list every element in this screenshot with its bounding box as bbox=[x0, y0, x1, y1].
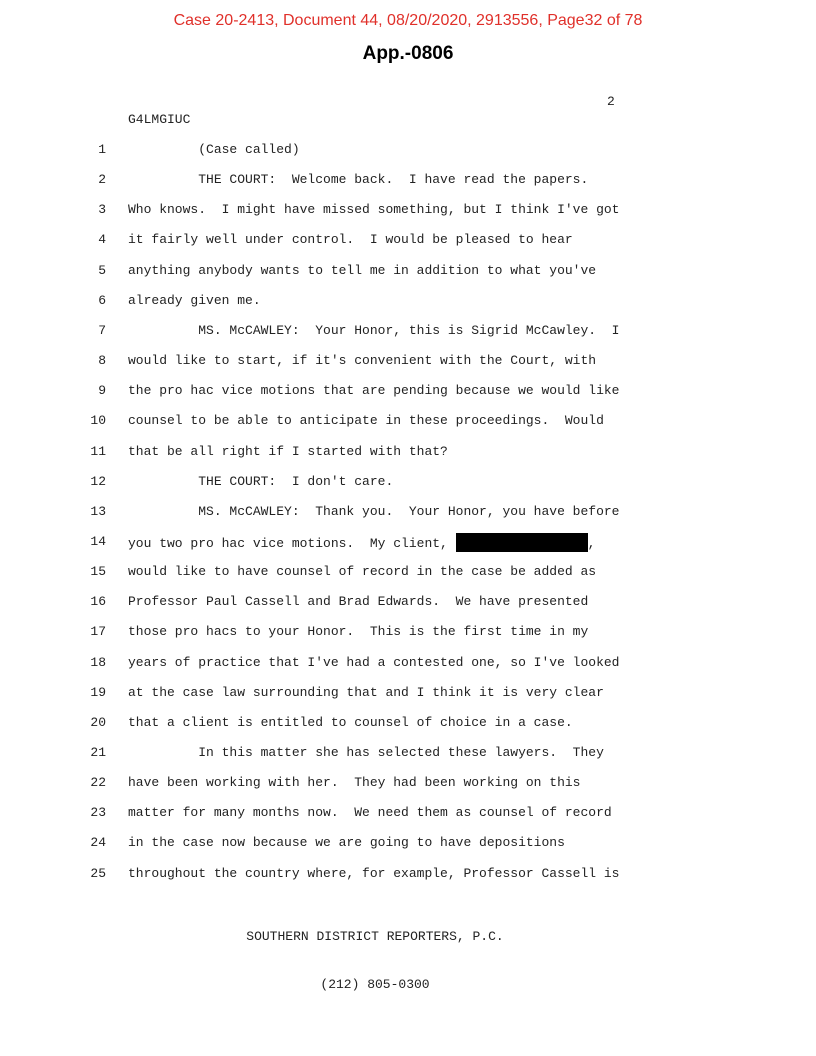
line-text bbox=[128, 563, 596, 581]
line-number: 16 bbox=[90, 594, 106, 610]
reporter-name: SOUTHERN DISTRICT REPORTERS, P.C. bbox=[246, 929, 504, 944]
line-text-after-redaction: , bbox=[587, 535, 596, 551]
line-number: 24 bbox=[90, 835, 106, 851]
line-number: 5 bbox=[98, 262, 106, 278]
line-number: 4 bbox=[98, 232, 106, 248]
line-number: 6 bbox=[98, 292, 106, 308]
line-text-content: In this matter she has selected these lawyers. They bbox=[128, 745, 604, 760]
line-text-content: it fairly well under control. I would be pleased to hear bbox=[128, 232, 573, 248]
line-number: 1 bbox=[98, 142, 106, 157]
line-text-content: that a client is entitled to counsel of choice in a case. bbox=[128, 714, 573, 730]
line-text bbox=[128, 593, 588, 611]
line-text-content: already given me. bbox=[128, 292, 261, 308]
line-number: 7 bbox=[98, 322, 106, 338]
line-text-content: counsel to be able to anticipate in these proceedings. Would bbox=[128, 413, 604, 429]
page-number: 2 bbox=[607, 94, 615, 109]
line-text bbox=[128, 412, 604, 430]
line-number: 8 bbox=[98, 353, 106, 369]
line-text bbox=[128, 834, 565, 852]
line-text-content: Professor Paul Cassell and Brad Edwards. We have presented bbox=[128, 594, 589, 610]
line-number: 20 bbox=[90, 714, 106, 730]
appendix-number: App.-0806 bbox=[362, 43, 454, 64]
line-number: 22 bbox=[90, 775, 106, 791]
line-text-content: in the case now because we are going to have depositions bbox=[128, 835, 565, 851]
line-number: 13 bbox=[90, 503, 106, 519]
line-text bbox=[128, 171, 588, 189]
line-text bbox=[128, 654, 619, 672]
line-text bbox=[128, 684, 604, 702]
line-text bbox=[128, 141, 300, 159]
line-text bbox=[128, 804, 612, 822]
line-text bbox=[128, 443, 448, 461]
line-text bbox=[128, 322, 619, 340]
line-text bbox=[128, 382, 619, 400]
line-text-content: Who knows. I might have missed something, but I think I've got bbox=[128, 202, 620, 218]
line-number: 3 bbox=[98, 202, 106, 218]
line-text bbox=[128, 352, 596, 370]
line-number: 17 bbox=[90, 624, 106, 640]
line-text-content: (Case called) bbox=[128, 142, 300, 157]
redaction-box bbox=[456, 533, 588, 552]
line-number: 19 bbox=[90, 684, 106, 700]
line-number: 25 bbox=[90, 865, 106, 881]
line-text bbox=[128, 503, 619, 521]
line-text-content: throughout the country where, for example, Professor Cassell is bbox=[128, 865, 620, 881]
line-text bbox=[128, 231, 573, 249]
document-id: G4LMGIUC bbox=[128, 112, 191, 127]
line-number: 23 bbox=[90, 805, 106, 821]
line-number: 21 bbox=[90, 745, 106, 760]
line-text-content: THE COURT: I don't care. bbox=[128, 473, 394, 489]
line-text bbox=[128, 533, 595, 553]
line-text bbox=[128, 201, 619, 219]
line-text bbox=[128, 292, 261, 310]
line-text-content: the pro hac vice motions that are pending because we would like bbox=[128, 383, 620, 399]
case-header: Case 20-2413, Document 44, 08/20/2020, 2913556, Page32 of 78 bbox=[173, 12, 643, 29]
line-text-content: you two pro hac vice motions. My client, bbox=[128, 535, 456, 551]
line-text-content: that be all right if I started with that? bbox=[128, 443, 448, 459]
line-number: 12 bbox=[90, 473, 106, 489]
line-text-content: anything anybody wants to tell me in addition to what you've bbox=[128, 262, 597, 278]
line-text-content: matter for many months now. We need them as counsel of record bbox=[128, 805, 612, 821]
line-text-content: years of practice that I've had a contested one, so I've looked bbox=[128, 654, 620, 670]
line-text bbox=[128, 774, 580, 792]
line-text-content: MS. McCAWLEY: Thank you. Your Honor, you have before bbox=[128, 503, 620, 519]
line-number: 11 bbox=[90, 443, 106, 459]
line-text-content: MS. McCAWLEY: Your Honor, this is Sigrid McCawley. I bbox=[128, 322, 620, 338]
line-text bbox=[128, 262, 596, 280]
reporter-phone: (212) 805-0300 bbox=[320, 977, 430, 992]
reporter-footer bbox=[0, 897, 750, 1009]
line-text-content: have been working with her. They had been working on this bbox=[128, 775, 581, 791]
line-number: 14 bbox=[90, 533, 106, 549]
line-text bbox=[128, 473, 393, 491]
line-text bbox=[128, 623, 588, 641]
line-text-content: those pro hacs to your Honor. This is the first time in my bbox=[128, 624, 589, 640]
line-text-content: would like to start, if it's convenient with the Court, with bbox=[128, 353, 597, 369]
line-number: 9 bbox=[98, 383, 106, 399]
line-number: 2 bbox=[98, 172, 106, 188]
line-text bbox=[128, 865, 619, 883]
line-number: 10 bbox=[90, 413, 106, 429]
line-text-content: would like to have counsel of record in the case be added as bbox=[128, 564, 597, 580]
line-number: 15 bbox=[90, 564, 106, 580]
line-text bbox=[128, 744, 604, 762]
line-text bbox=[128, 714, 573, 732]
line-text-content: at the case law surrounding that and I think it is very clear bbox=[128, 684, 604, 700]
line-text-content: THE COURT: Welcome back. I have read the papers. bbox=[128, 172, 589, 188]
line-number: 18 bbox=[90, 654, 106, 670]
